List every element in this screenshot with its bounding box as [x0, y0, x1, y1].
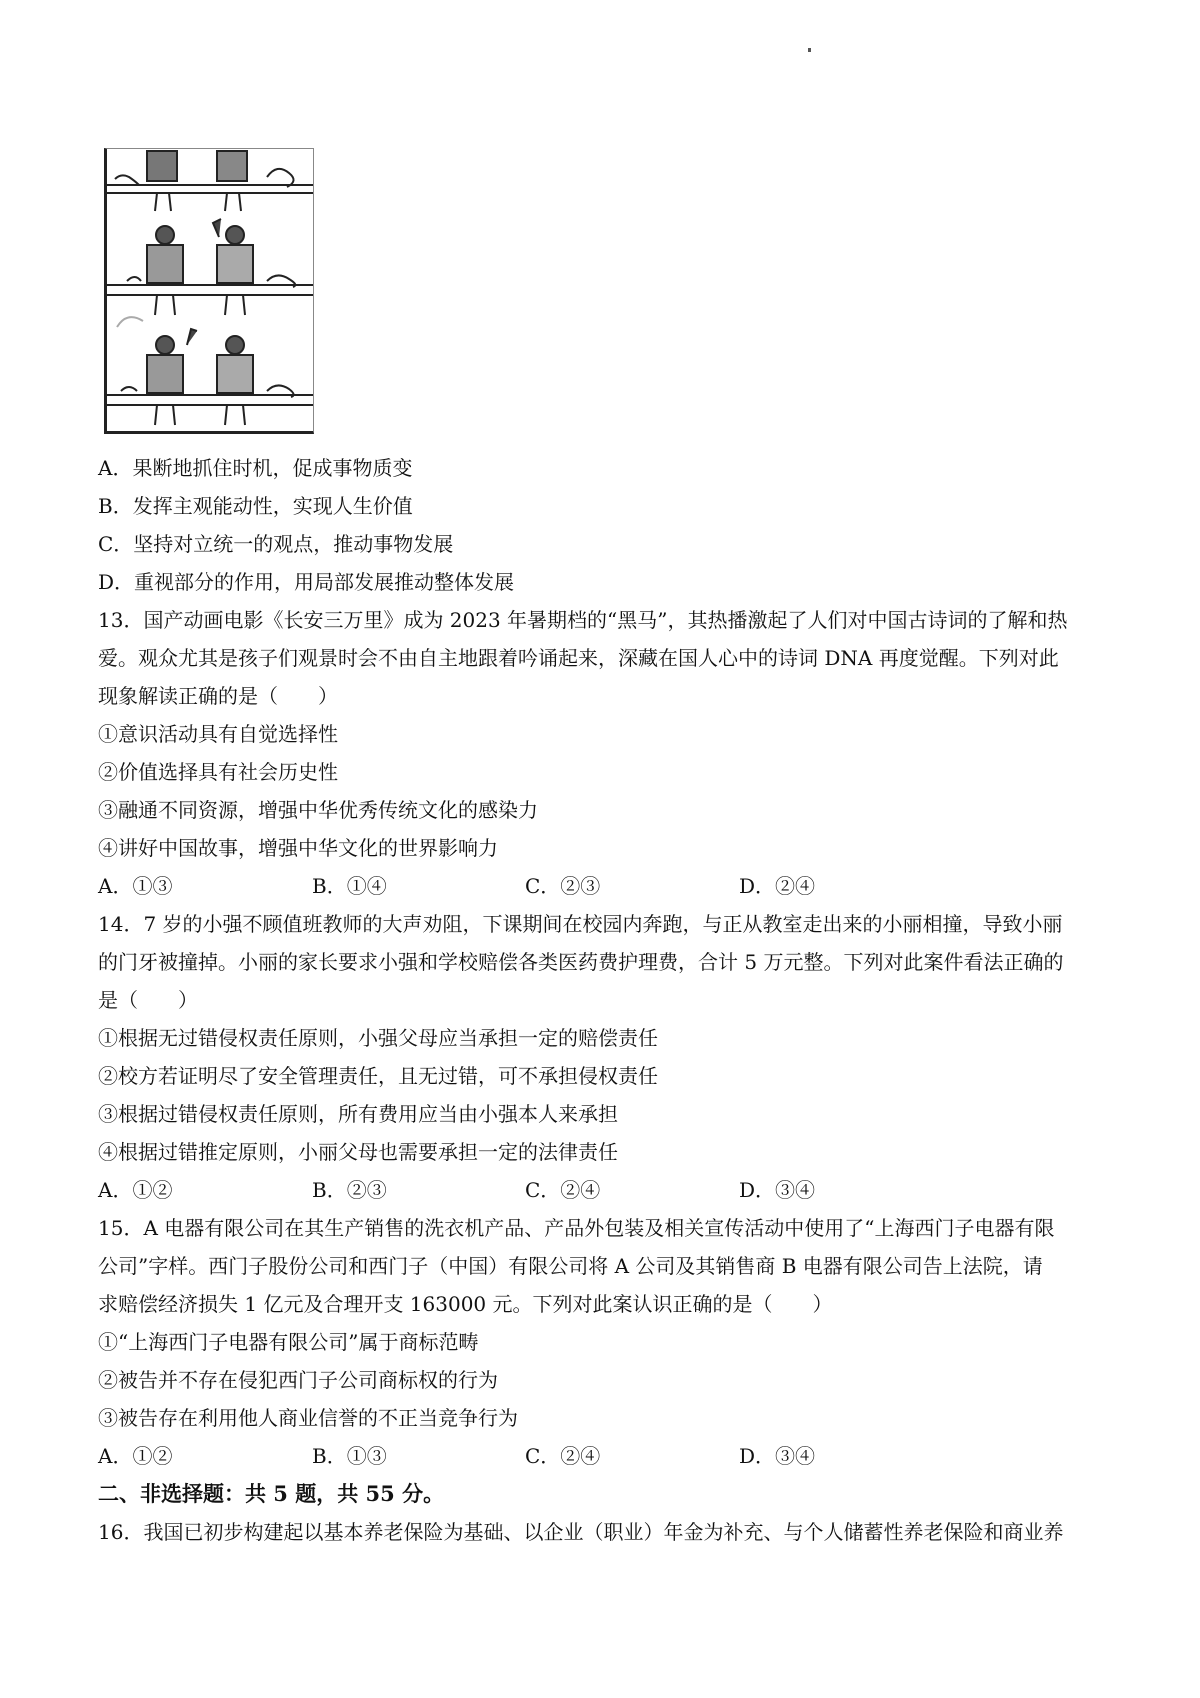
- q14-stem-line-2: 的门牙被撞掉。小丽的家长要求小强和学校赔偿各类医药费护理费，合计 5 万元整。下列对此案件看法正确的: [98, 950, 1064, 974]
- q13-statement-4: ④讲好中国故事，增强中华文化的世界影响力: [98, 836, 498, 860]
- q13-choice-d[interactable]: D．②④: [739, 874, 816, 898]
- q13-statement-1: ①意识活动具有自觉选择性: [98, 722, 338, 746]
- q15-statement-3: ③被告存在利用他人商业信誉的不正当竞争行为: [98, 1406, 518, 1430]
- section-heading: 二、非选择题：共 5 题，共 55 分。: [98, 1481, 445, 1506]
- q15-choice-a[interactable]: A．①②: [98, 1444, 173, 1468]
- q14-statement-3: ③根据过错侵权责任原则，所有费用应当由小强本人来承担: [98, 1102, 618, 1126]
- q13-statement-3: ③融通不同资源，增强中华优秀传统文化的感染力: [98, 798, 538, 822]
- q14-choice-c[interactable]: C．②④: [525, 1178, 601, 1202]
- q15-stem-line-1: 15．A 电器有限公司在其生产销售的洗衣机产品、产品外包装及相关宣传活动中使用了“上海西门子电器有限: [98, 1216, 1055, 1240]
- q15-stem-line-2: 公司”字样。西门子股份公司和西门子（中国）有限公司将 A 公司及其销售商 B 电器有限公司告上法院，请: [98, 1254, 1043, 1278]
- q13-stem-line-1: 13．国产动画电影《长安三万里》成为 2023 年暑期档的“黑马”，其热播激起了人们对中国古诗词的了解和热: [98, 608, 1068, 632]
- q12-option-b[interactable]: B．发挥主观能动性，实现人生价值: [98, 494, 413, 518]
- q16-stem-line-1: 16．我国已初步构建起以基本养老保险为基础、以企业（职业）年金为补充、与个人储蓄性养老保险和商业养: [98, 1520, 1064, 1544]
- q13-stem-line-2: 爱。观众尤其是孩子们观景时会不由自主地跟着吟诵起来，深藏在国人心中的诗词 DNA 再度觉醒。下列对此: [98, 646, 1059, 670]
- q15-choice-c[interactable]: C．②④: [525, 1444, 601, 1468]
- q15-statement-1: ①“上海西门子电器有限公司”属于商标范畴: [98, 1330, 479, 1354]
- q12-option-d[interactable]: D．重视部分的作用，用局部发展推动整体发展: [98, 570, 515, 594]
- q15-choice-d[interactable]: D．③④: [739, 1444, 816, 1468]
- q15-stem-line-3: 求赔偿经济损失 1 亿元及合理开支 163000 元。下列对此案认识正确的是（ ）: [98, 1292, 833, 1316]
- q13-stem-line-3: 现象解读正确的是（ ）: [98, 684, 338, 708]
- q12-option-c[interactable]: C．坚持对立统一的观点，推动事物发展: [98, 532, 454, 556]
- q14-choice-b[interactable]: B．②③: [312, 1178, 387, 1202]
- q14-stem-line-1: 14．7 岁的小强不顾值班教师的大声劝阻，下课期间在校园内奔跑，与正从教室走出来的小丽相撞，导致小丽: [98, 912, 1063, 936]
- cartoon-illustration: [104, 148, 314, 434]
- q14-statement-2: ②校方若证明尽了安全管理责任，且无过错，可不承担侵权责任: [98, 1064, 658, 1088]
- q13-choice-c[interactable]: C．②③: [525, 874, 601, 898]
- q12-option-a[interactable]: A．果断地抓住时机，促成事物质变: [98, 456, 413, 480]
- q14-statement-1: ①根据无过错侵权责任原则，小强父母应当承担一定的赔偿责任: [98, 1026, 658, 1050]
- q13-choice-a[interactable]: A．①③: [98, 874, 173, 898]
- q13-statement-2: ②价值选择具有社会历史性: [98, 760, 338, 784]
- cartoon-drawing: [107, 149, 313, 431]
- q15-statement-2: ②被告并不存在侵犯西门子公司商标权的行为: [98, 1368, 498, 1392]
- q14-stem-line-3: 是（ ）: [98, 988, 198, 1012]
- scan-speck: [808, 48, 811, 52]
- q15-choice-b[interactable]: B．①③: [312, 1444, 387, 1468]
- q14-choice-a[interactable]: A．①②: [98, 1178, 173, 1202]
- q14-choice-d[interactable]: D．③④: [739, 1178, 816, 1202]
- q14-statement-4: ④根据过错推定原则，小丽父母也需要承担一定的法律责任: [98, 1140, 618, 1164]
- q13-choice-b[interactable]: B．①④: [312, 874, 387, 898]
